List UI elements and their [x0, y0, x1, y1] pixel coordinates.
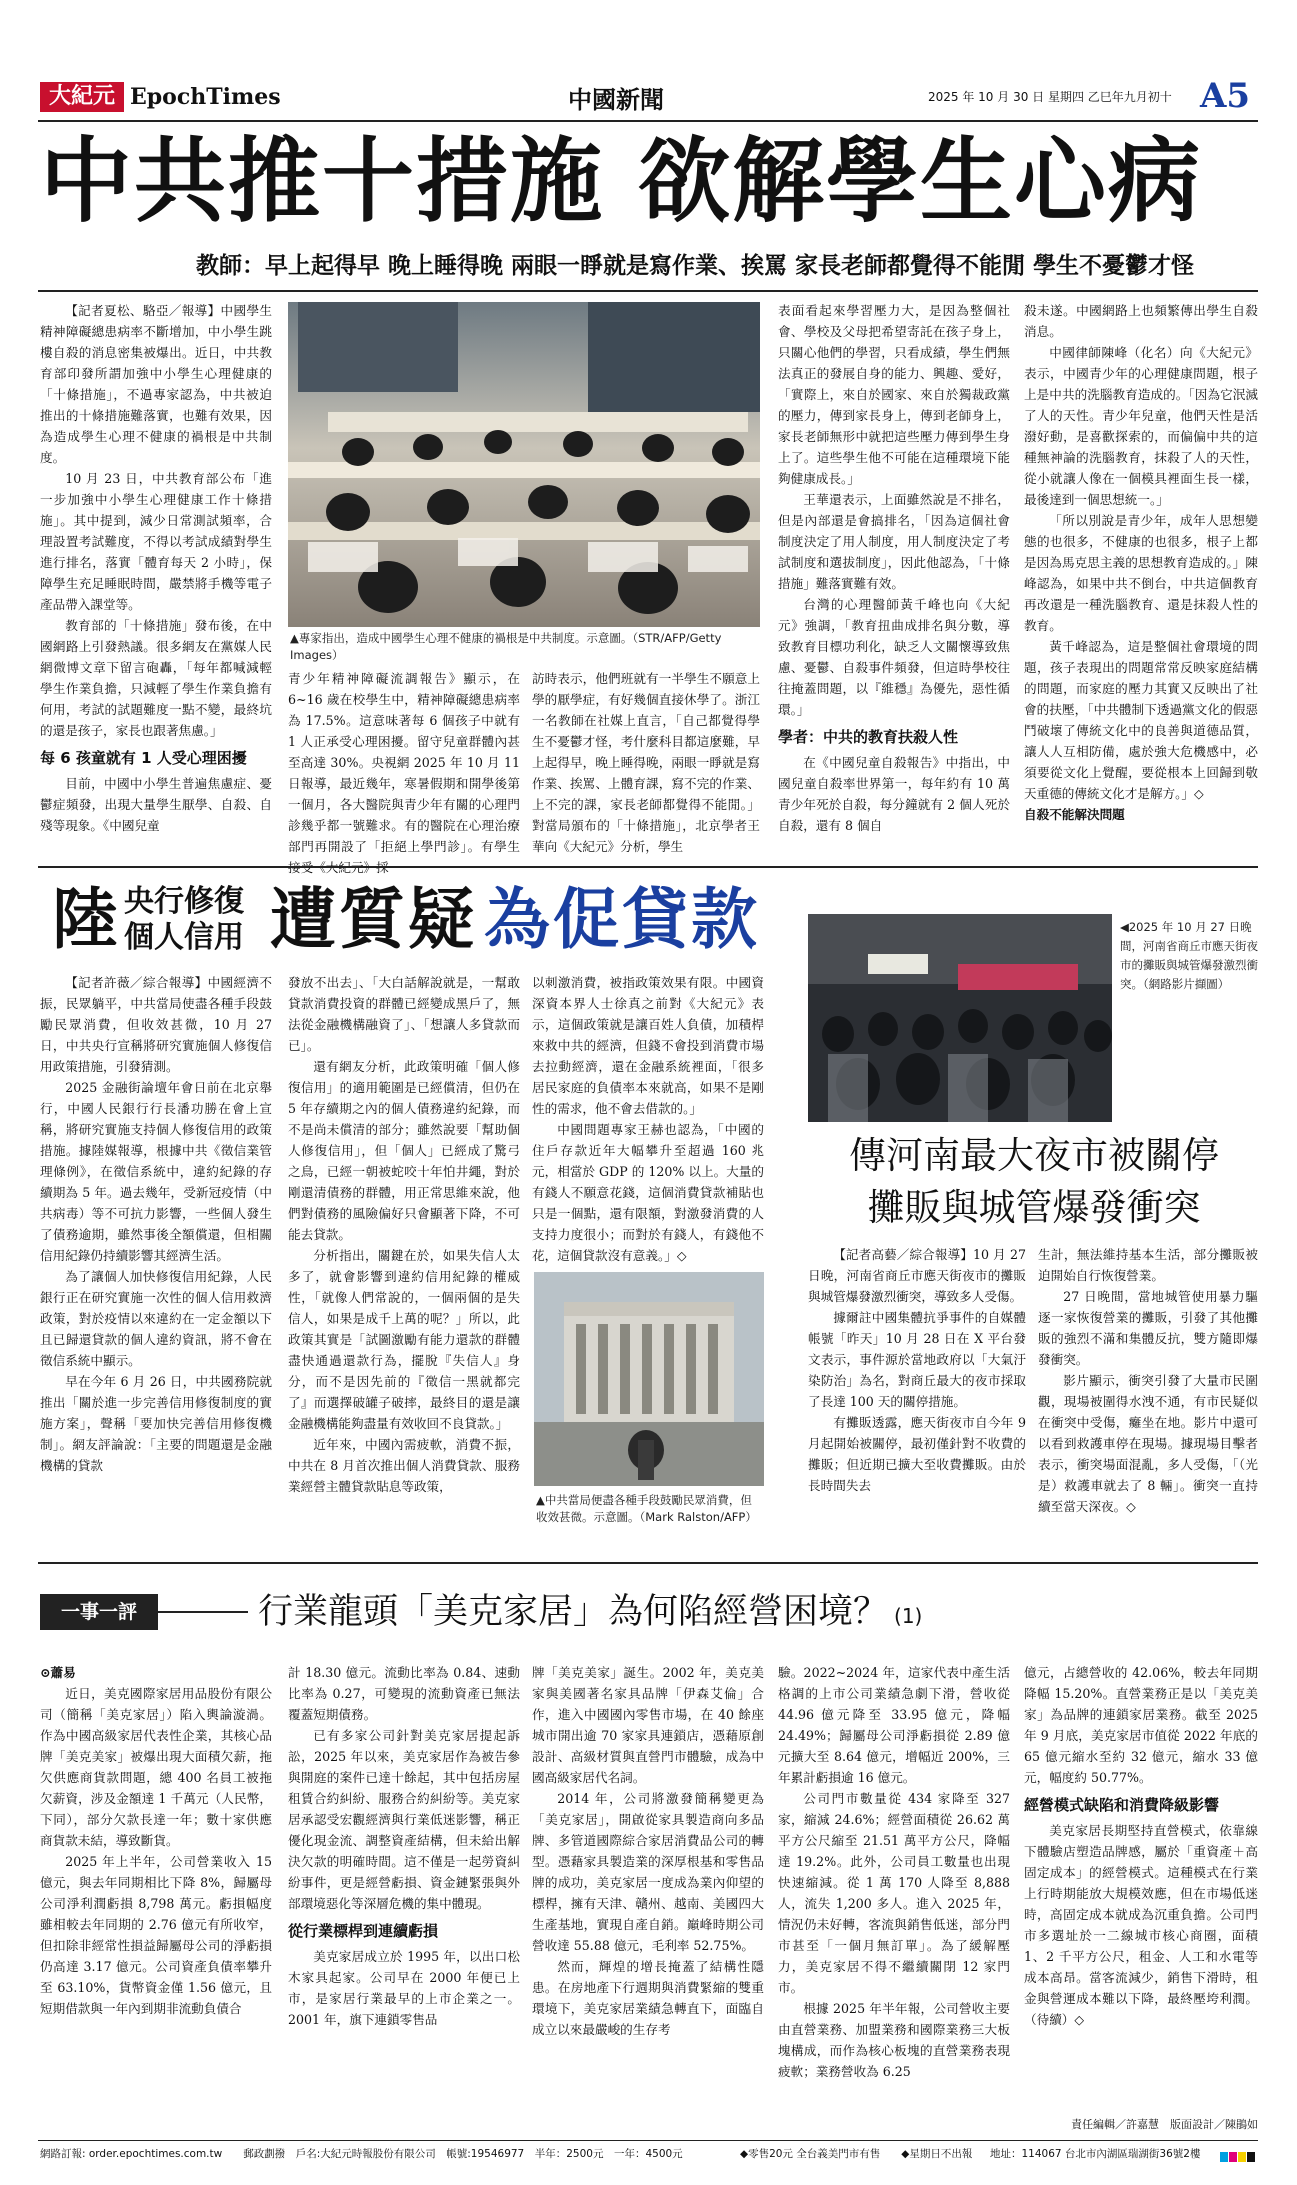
issue-date: 2025 年 10 月 30 日 星期四 乙巳年九月初十 — [928, 90, 1172, 104]
central-bank-photo-caption: ▲中共當局便盡各種手段鼓勵民眾消費，但收效甚微。示意圖。（Mark Ralston/AFP） — [536, 1493, 757, 1524]
credit-kicker-line-1: 央行修復 — [124, 884, 244, 919]
commentary-tag: 一事一評 — [40, 1594, 158, 1630]
commentary-column-4: 驗。2022~2024 年，這家代表中產生活格調的上市公司業績急劇下滑，營收從 44.96 億元降至 33.95 億元，降幅 24.49%；歸屬母公司淨虧損從 2.89 億元擴大至 8.64 億元，增幅近 200%，三年累計虧損逾 16 億元。 公司門市數量從 434 家降至 327 家，縮減 24.6%；經營面積從 26.62 萬平方公尺縮至 21.51 萬平方公尺，降幅達 19.2%。此外，公司員工數量也出現快速縮減。從 1 萬 170 人降至 8,888 人，流失 1,200 多人。進入 2025 年，情況仍未好轉，客流與銷售低迷，部分門市甚至「一個月無訂單」。為了緩解壓力，美克家居不得不繼續關閉 12 家門市。 根據 2025 年半年報，公司營收主要由直營業務、加盟業務和國際業務三大板塊構成，而作為核心板塊的直營業務表現疲軟；業務營收為 6.25 — [778, 1665, 1010, 2079]
epoch-logo-text: EpochTimes — [130, 84, 281, 110]
lead-column-5: 殺未遂。中國網路上也頻繁傳出學生自殺消息。 中國律師陳峰（化名）向《大紀元》表示，中國青少年的心理健康問題，根子上是中共的洗腦教育造成的。「因為它泯滅了人的天性。青少年兒童，他們天性是活潑好動，是喜歡探索的，而偏偏中共的這種無神論的洗腦教育，抹殺了人的天性，從小就讓人像在一個模具裡面生長一樣，最後達到一個思想統一。」 「所以別說是青少年，成年人思想變態的也很多，不健康的也很多，根子上都是因為馬克思主義的思想教育造成的。」陳峰認為，如果中共不倒台，中共這個教育再改還是一種洗腦教育、還是抹殺人性的教育。 黃千峰認為，這是整個社會環境的問題，孩子表現出的問題常常反映家庭結構的問題，而家庭的壓力其實又反映出了社會的扶壓，「中共體制下透過黨文化的假惡鬥破壞了傳統文化中的良善與道德品質，讓人人互相防備，處於強大危機感中，必須要從文化上覺醒，要從根本上回歸到敬天重德的傳統文化才是解方。」◇ 自殺不能解決問題 — [1024, 303, 1258, 822]
lead-bottom-rule — [38, 866, 1258, 868]
commentary-column-3: 牌「美克美家」誕生。2002 年，美克美家與美國著名家具品牌「伊森艾倫」合作，進入中國國內零售市場，在 40 餘座城市開出逾 70 家家具連鎖店，憑藉原創設計、高級材質與直營門市體驗，成為中國高級家居代名詞。 2014 年，公司將激發簡稱變更為「美克家居」，開啟從家具製造商向多品牌、多管道國際綜合家居消費品公司的轉型。憑藉家具製造業的深厚根基和零售品牌的成功，美克家居一度成為業內仰望的標桿，擁有天津、贛州、越南、美國四大生產基地，實現自產自銷。巔峰時期公司營收達 55.88 億元，毛利率 52.75%。 然而，輝煌的增長掩蓋了結構性隱患。在房地產下行週期與消費緊縮的雙重環境下，美克家居業績急轉直下，面臨自成立以來最嚴峻的生存考 — [532, 1665, 764, 2037]
lead-column-1: 【記者夏松、駱亞／報導】中國學生精神障礙總患病率不斷增加，中小學生跳樓自殺的消息密集被爆出。近日，中共教育部印發所謂加強中小學生心理健康的「十條措施」，不過專家認為，中共被迫推出的十條措施難落實，也難有效果，因為造成學生心理不健康的禍根是中共制度。 10 月 23 日，中共教育部公布「進一步加強中小學生心理健康工作十條措施」。其中提到，減少日常測試頻率，合理設置考試難度，不得以考試成績對學生進行排名，落實「體育每天 2 小時」，保障學生充足睡眠時間，嚴禁將手機等電子產品帶入課堂等。 教育部的「十條措施」發布後，在中國網路上引發熱議。很多網友在黨媒人民網微博文章下留言砲轟，「每年都喊減輕學生作業負擔，只減輕了學生作業負擔有何用，考試的試題難度一點不變，最終坑的還是孩子，家長也跟著焦慮。」 每 6 孩童就有 1 人受心理困擾 目前，中國中小學生普遍焦慮症、憂鬱症頻發，出現大量學生厭學、自殺、自殘等現象。《中國兒童 — [40, 303, 272, 833]
epoch-logo: 大紀元 — [40, 82, 124, 112]
editor-credit: 責任編輯／許嘉慧 版面設計／陳鵑如 — [1071, 2118, 1258, 2131]
classroom-photo-caption: ▲專家指出，造成中國學生心理不健康的禍根是中共制度。示意圖。（STR/AFP/Getty Images） — [290, 631, 722, 662]
commentary-tag-rule — [158, 1611, 248, 1613]
night-market-photo-caption: ◀2025 年 10 月 27 日晚間，河南省商丘市應天街夜市的攤販與城管爆發激烈衝突。（網路影片擷圖） — [1120, 920, 1258, 991]
masthead-rule — [38, 120, 1258, 122]
commentary-column-1: ⊙蕭易 近日，美克國際家居用品股份有限公司（簡稱「美克家居」）陷入輿論漩渦。作為中國高級家居代表性企業，其核心品牌「美克美家」被爆出現大面積欠薪，拖欠供應商貨款問題，總 400 名員工被拖欠薪資，涉及金額達 1 千萬元（人民幣，下同），部分欠款長達一年；數十家供應商貨款未結，導致斷貨。 2025 年上半年，公司營業收入 15 億元，與去年同期相比下降 8%，歸屬母公司淨利潤虧損 8,798 萬元。虧損幅度雖相較去年同期的 2.76 億元有所收窄，但扣除非經常性損益歸屬母公司的淨虧損仍高達 3.17 億元。公司資產負債率攀升至 63.10%，貨幣資金僅 1.56 億元，且短期借款與一年內到期非流動負債合 — [40, 1662, 272, 2138]
commentary-headline — [258, 1588, 922, 1640]
commentary-part: (1) — [894, 1604, 923, 1628]
commentary-subhead-2: 經營模式缺陷和消費降級影響 — [1024, 1796, 1220, 1814]
credit-headline-part2: 為促貸款 — [484, 881, 760, 958]
lead-subhead: 教師：早上起得早 晚上睡得晚 兩眼一睜就是寫作業、挨罵 家長老師都覺得不能閒 學生不憂鬱才怪 — [196, 253, 1195, 279]
classroom-photo — [288, 302, 760, 627]
credit-bottom-rule — [38, 1562, 1258, 1564]
night-market-headline-line-2: 攤販與城管爆發衝突 — [867, 1186, 1201, 1229]
night-market-column-1: 【記者高藝／綜合報導】10 月 27 日晚，河南省商丘市應天街夜市的攤販與城管爆發激烈衝突，導致多人受傷。 據爾註中國集體抗爭事件的自媒體帳號「昨天」10 月 28 日在 X 平台發文表示，事件源於當地政府以「大氣汙染防治」為名，對商丘最大的夜市採取了長達 100 天的關停措施。 有攤販透露，應天街夜市自今年 9 月起開始被關停，最初僅針對不收費的攤販；但近期已擴大至收費攤販。由於長時間失去 — [808, 1247, 1026, 1493]
credit-column-1: 【記者許薇／綜合報導】中國經濟不振，民眾躺平，中共當局使盡各種手段鼓勵民眾消費，但收效甚微，10 月 27 日，中共央行宣稱將研究實施個人修復信用政策措施，引發猜測。 2025 金融街論壇年會日前在北京舉行，中國人民銀行行長潘功勝在會上宣稱，將研究實施支持個人修復信用的政策措施。據陸媒報導，根據中共《徵信業管理條例》，在徵信系統中，違約紀錄的存續期為 5 年。過去幾年，受新冠疫情（中共病毒）等不可抗力影響，一些個人發生了債務逾期，雖然事後全額償還，但相關信用紀錄仍持續影響其經濟生活。 為了讓個人加快修復信用紀錄，人民銀行正在研究實施一次性的個人信用救濟政策，對於疫情以來違約在一定金額以下且已歸還貸款的個人違約資訊，將不會在徵信系統中顯示。 早在今年 6 月 26 日，中共國務院就推出「關於進一步完善信用修復制度的實施方案」，聲稱「要加快完善信用修復機制」。網友評論說：「主要的問題還是金融機構的貸款 — [40, 975, 272, 1473]
night-market-headline-line-1: 傳河南最大夜市被關停 — [849, 1134, 1219, 1177]
lead-subhead-scholar: 學者：中共的教育扶殺人性 — [778, 728, 959, 746]
night-market-column-2: 生計，無法維持基本生活，部分攤販被迫開始自行恢復營業。 27 日晚間，當地城管使用暴力驅逐一家恢復營業的攤販，引發了其他攤販的強烈不滿和集體反抗，雙方隨即爆發衝突。 影片顯示，衝突引發了大量市民圍觀，現場被圍得水洩不通，有市民疑似在衝突中受傷，癱坐在地。影片中還可以看到救護車停在現場。據現場目擊者表示，衝突場面混亂，多人受傷，「（光是）救護車就去了 8 輛」。衝突一直持續至當天深夜。◇ — [1038, 1247, 1258, 1514]
credit-headline-part1: 遭質疑 — [270, 881, 477, 958]
commentary-subhead-1: 從行業標桿到連續虧損 — [288, 1922, 439, 1940]
lead-subhead-stats: 每 6 孩童就有 1 人受心理困擾 — [40, 749, 247, 767]
footer-retail: ◆零售20元 全台義美門市有售 ◆星期日不出報 — [740, 2148, 973, 2160]
commentary-author: ⊙蕭易 — [40, 1665, 76, 1680]
central-bank-photo — [534, 1272, 764, 1486]
night-market-photo — [808, 914, 1112, 1122]
credit-column-2: 發放不出去」、「大白話解說就是，一幫敢貸款消費投資的群體已經變成黑戶了，無法從金融機構融資了」、「想讓人多貸款而已」。 還有網友分析，此政策明確「個人修復信用」的適用範圍是已經償清，但仍在 5 年存續期之內的個人債務違約紀錄，而不是尚未償清的部分；雖然說要「幫助個人修復信用」，但「個人」已經成了驚弓之鳥，已經一朝被蛇咬十年怕井繩，對於剛還清債務的群體，用正常思維來說，他們對債務的風險偏好只會顯著下降，不可能去貸款。 分析指出，關鍵在於，如果失信人太多了，就會影響到違約信用紀錄的權威性，「就像人們常說的，一個兩個的是失信人，如果是成千上萬的呢？」所以，此政策其實是「試圖激勵有能力還款的群體盡快通過還款行為，擺脫『失信人』身分，而不是因先前的『徵信一黑就都完了』而選擇破罐子破摔，最終目的還是讓金融機構能夠盡量有效收回不良貸款。」 近年來，中國內需疲軟，消費不振，中共在 8 月首次推出個人消費貸款、服務業經營主體貸款貼息等政策， — [288, 975, 520, 1494]
credit-kicker-line-2: 個人信用 — [124, 920, 244, 955]
lead-column-2: 青少年精神障礙流調報告》顯示，在 6~16 歲在校學生中，精神障礙總患病率為 17.5%。這意味著每 6 個孩子中就有 1 人正承受心理困擾。留守兒童群體內甚至高達 30%。央視網 2025 年 10 月 11 日報導，最近幾年，寒暑假期和開學後第一個月，各大醫院與青少年有關的心理門診幾乎都一號難求。有的醫院在心理治療部門再開設了「拒絕上學門診」。有學生 — [288, 671, 520, 854]
commentary-column-5: 億元，占總營收的 42.06%，較去年同期降幅 15.20%。直營業務正是以「美克美家」為品牌的連鎖家居業務。截至 2025 年 9 月底，美克家居市值從 2022 年底的 65 億元縮水至約 32 億元，縮水 33 億元，幅度約 50.77%。 經營模式缺陷和消費降級影響 美克家居長期堅持直營模式，依靠線下體驗店塑造品牌感，屬於「重資產＋高固定成本」的經營模式。這種模式在行業上行時期能放大規模效應，但在市場低迷時，高固定成本就成為沉重負擔。公司門市多選址於一二線城市核心商圈，面積 1、2 千平方公尺，租金、人工和水電等成本高昂。當客流減少，銷售下滑時，租金與營運成本難以下降，最終壓垮利潤。（待續）◇ — [1024, 1665, 1258, 2027]
night-market-headline — [808, 1130, 1260, 1234]
page-number: A5 — [1200, 76, 1251, 116]
lead-subhead-rule — [38, 290, 1258, 292]
credit-headline-char: 陸 — [52, 881, 118, 958]
footer-address: 地址：114067 台北市內湖區瑞湖街36號2樓 — [990, 2148, 1201, 2160]
lead-column-4: 表面看起來學習壓力大，是因為整個社會、學校及父母把希望寄託在孩子身上，只關心他們的學習，只看成績，學生們無法真正的發展自身的能力、興趣、愛好，「實際上，來自於國家、來自於獨裁政黨的壓力，傳到家長身上，傳到老師身上，家長老師無形中就把這些壓力傳到學生身上了。這些學生他不可能在這種環境下能夠健康成長。」 王華還表示，上面雖然說是不排名，但是內部還是會搞排名，「因為這個社會制度決定了用人制度，用人制度決定了考試制度和選拔制度」，因此他認為，「十條措施」難落實難有效。 台灣的心理醫師黃千峰也向《大紀元》強調，「教育扭曲成排名與分數，導致教育目標功利化，缺乏人文關懷導致焦慮、憂鬱、自殺事件頻發，但這時學校往往掩蓋問題，以『維穩』為優先，惡性循環。」 學者：中共的教育扶殺人性 在《中國兒童自殺報告》中指出，中國兒童自殺率世界第一，每年約有 10 萬青少年死於自殺，每分鐘就有 2 個人死於自殺，還有 8 個自 — [778, 303, 1010, 833]
commentary-headline-text: 行業龍頭「美克家居」為何陷經營困境？ — [258, 1592, 889, 1632]
footer-subscription: 網路訂報: order.epochtimes.com.tw 郵政劃撥 戶名:大紀元時報股份有限公司 帳號:19546977 半年：2500元 一年：4500元 — [40, 2148, 683, 2160]
lead-column-3: 訪時表示，他們班就有一半學生不願意上學的厭學症，有好幾個直接休學了。浙江一名教師在社媒上直言，「自己都覺得學生不憂鬱才怪，考什麼科目都這麼難，早上起得早，晚上睡得晚，兩眼一睜就是寫作業、挨罵、上體育課，寫不完的作業、上不完的課，家長老師都覺得不能閒。」對當局頒布的「十條措施」，北京學者王華向《大紀元》分析，學生 — [532, 671, 760, 854]
commentary-column-2: 計 18.30 億元。流動比率為 0.84、速動比率為 0.27，可變現的流動資產已無法覆蓋短期債務。 已有多家公司針對美克家居提起訴訟，2025 年以來，美克家居作為被告參與開庭的案件已達十餘起，其中包括房屋租賃合約糾紛、服務合約糾紛等。美克家居承認受宏觀經濟與行業低迷影響，稱正優化現金流、調整資產結構，但未給出解決欠款的明確時間。這不僅是一起勞資糾紛事件，更是經營虧損、資金鏈緊張與外部環境惡化等深層危機的集中體現。 從行業標桿到連續虧損 美克家居成立於 1995 年，以出口松木家具起家。公司早在 2000 年便已上市，是家居行業最早的上市企業之一。2001 年，旗下連鎖零售品 — [288, 1665, 520, 2027]
color-registration-marks — [1220, 2147, 1258, 2157]
section-name: 中國新聞 — [568, 85, 664, 114]
credit-column-3: 以刺激消費，被指政策效果有限。中國資深資本界人士徐真之前對《大紀元》表示，這個政策就是讓百姓人負債，加積桿來救中共的經濟，但錢不會投到消費市場去拉動經濟，還在金融系統裡面，「很多居民家庭的負債率本來就高，如果不是剛性的需求，他不會去借款的。」 中國問題專家王赫也認為，「中國的住戶存款近年大幅攀升至超過 160 兆元，相當於 GDP 的 120% 以上。大量的有錢人不願意花錢，這個消費貸款補貼也只是一個點，還有限額，對激發消費的人支持力度很小；而對於有錢人，有錢他不花，這個貸款沒有意義。」◇ — [532, 975, 764, 1263]
masthead — [38, 76, 1258, 120]
lead-headline: 中共推十措施 欲解學生心病 — [40, 128, 1203, 235]
footer-rule — [38, 2140, 1258, 2141]
credit-kicker — [124, 884, 244, 956]
